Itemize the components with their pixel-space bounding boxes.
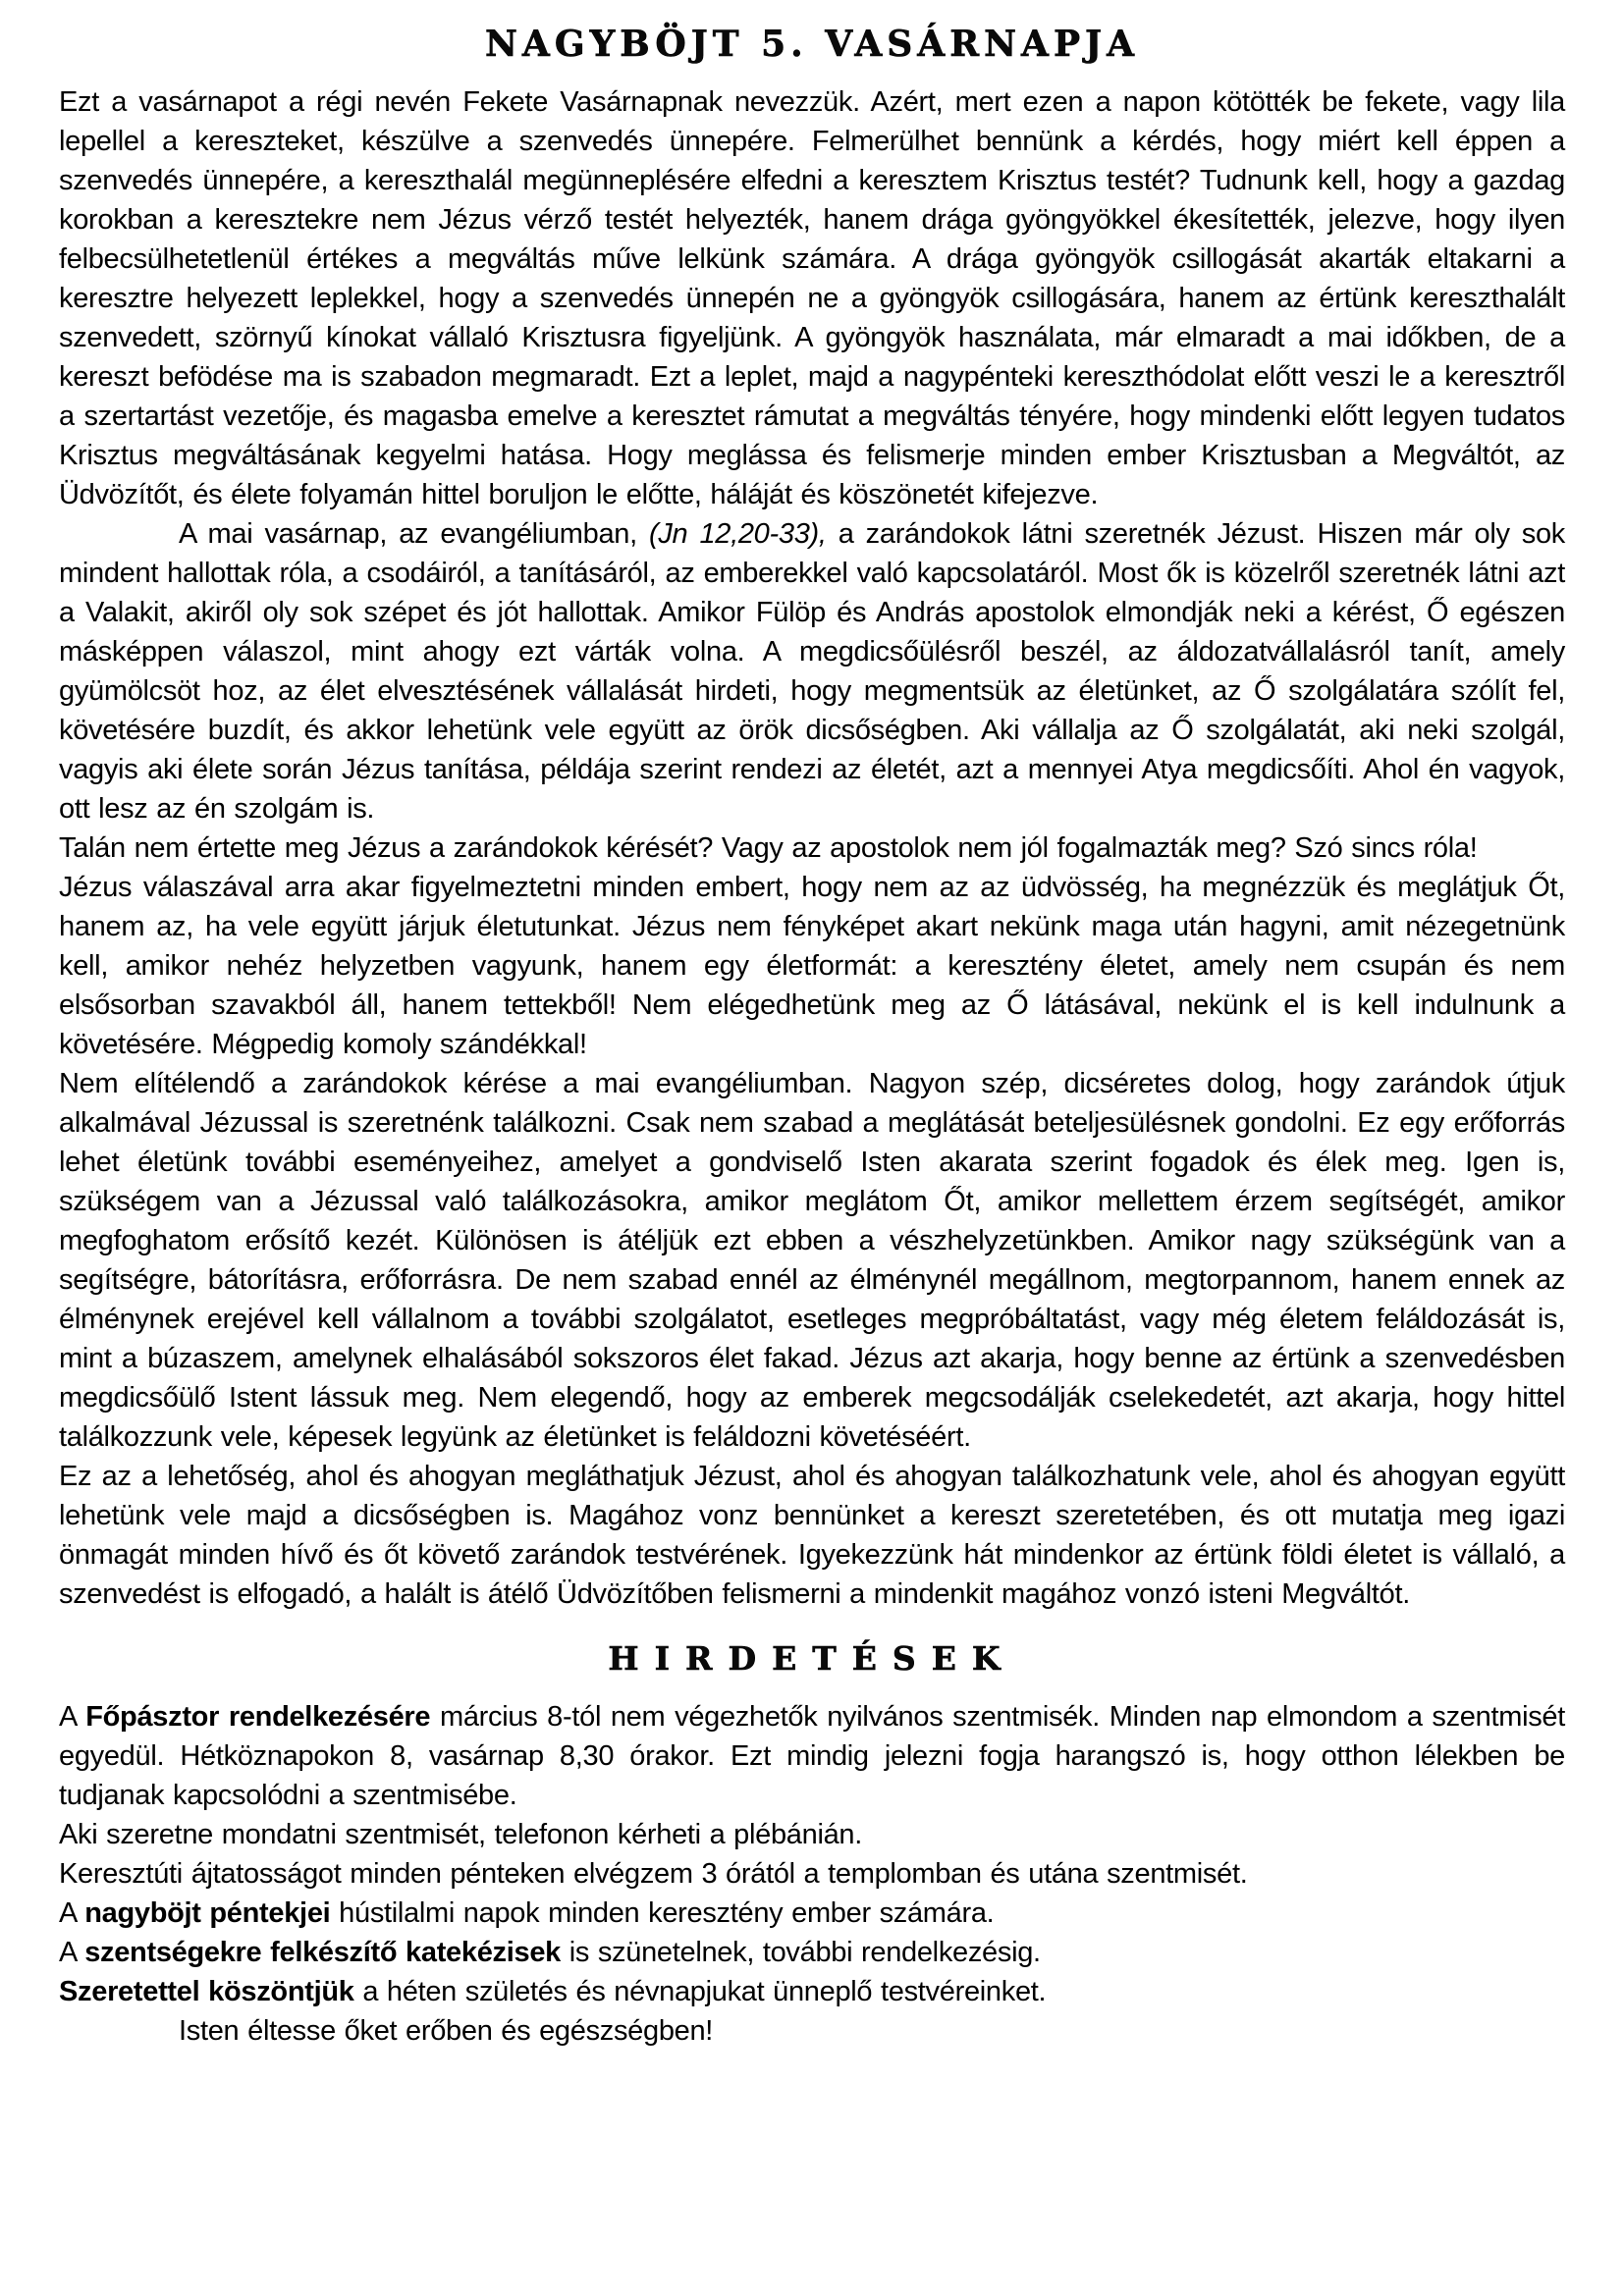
announcement-item xyxy=(59,1815,1565,1854)
sermon-paragraph xyxy=(59,1064,1565,1457)
text-run: A xyxy=(59,1897,85,1929)
sermon-paragraph xyxy=(59,868,1565,1064)
text-run: március 8-tól nem végezhetők nyilvános szentmisék. Minden nap elmondom a szentmisét egyedül. Hétköznapokon 8, vasárnap 8,30 órakor. Ezt mindig jelezni fogja harangszó is, hogy otthon lélekben be tudjanak kapcsolódni a szentmisébe. xyxy=(59,1701,1566,1811)
announcement-item xyxy=(59,1697,1565,1815)
text-run: a zarándokok látni szeretnék Jézust. Hiszen már oly sok mindent hallottak róla, a csodáiról, a tanításáról, az emberekkel való kapcsolatáról. Most ők is közelről szeretnék látni azt a Valakit, akiről oly sok szépet és jót hallottak. Amikor Fülöp és András apostolok elmondják neki a kérést, Ő egészen másképpen válaszol, mint ahogy ezt várták volna. A megdicsőülésről beszél, az áldozatvállalásról tanít, amely gyümölcsöt hoz, az élet elvesztésének vállalását hirdeti, hogy megmentsük az életünket, az Ő szolgálatára szólít fel, követésére buzdít, és akkor lehetünk vele együtt az örök dicsőségben. Aki vállalja az Ő szolgálatát, aki neki szolgál, vagyis aki élete során Jézus tanítása, példája szerint rendezi az életét, azt a mennyei Atya megdicsőíti. Ahol én vagyok, ott lesz az én szolgám is. xyxy=(59,518,1566,825)
announcement-item xyxy=(59,1894,1565,1933)
sermon-paragraph xyxy=(59,514,1565,828)
text-run: Isten éltesse őket erőben és egészségben! xyxy=(179,2015,714,2047)
sermon-section xyxy=(59,82,1565,1614)
sermon-paragraph xyxy=(59,82,1565,514)
sermon-paragraph xyxy=(59,828,1565,868)
text-run: is szünetelnek, további rendelkezésig. xyxy=(561,1937,1041,1968)
text-run: szentségekre felkészítő katekézisek xyxy=(84,1937,561,1968)
text-run: Ez az a lehetőség, ahol és ahogyan megláthatjuk Jézust, ahol és ahogyan találkozhatunk vele, ahol és ahogyan együtt lehetünk vele majd a dicsőségben is. Magához vonz bennünket a kereszt szeretetében, és ott mutatja meg igazi önmagát minden hívő és őt követő zarándok testvérének. Igyekezzünk hát mindenkor az értünk földi életet is vállaló, a szenvedést is elfogadó, a halált is átélő Üdvözítőben felismerni a mindenkit magához vonzó isteni Megváltót. xyxy=(59,1461,1565,1610)
text-run: nagyböjt péntekjei xyxy=(84,1897,331,1929)
text-run: Aki szeretne mondatni szentmisét, telefonon kérheti a plébánián. xyxy=(59,1819,863,1850)
text-run: a héten születés és névnapjukat ünneplő testvéreinket. xyxy=(353,1976,1047,2007)
text-run: Jézus válaszával arra akar figyelmeztetni minden embert, hogy nem az az üdvösség, ha megnézzük és meglátjuk Őt, hanem az, ha vele együtt járjuk életutunkat. Jézus nem fényképet akart nekünk maga után hagyni, amit nézegetnünk kell, amikor nehéz helyzetben vagyunk, hanem egy életformát: a keresztény életet, amely nem csupán és nem elsősorban szavakból áll, hanem tettekből! Nem elégedhetünk meg az Ő látásával, nekünk el is kell indulnunk a követésére. Mégpedig komoly szándékkal! xyxy=(59,872,1565,1060)
text-run: (Jn 12,20-33), xyxy=(648,518,827,550)
announcement-item xyxy=(59,1854,1565,1894)
text-run: Nem elítélendő a zarándokok kérése a mai evangéliumban. Nagyon szép, dicséretes dolog, hogy zarándok útjuk alkalmával Jézussal is szeretnénk találkozni. Csak nem szabad a meglátását beteljesülésnek gondolni. Ez egy erőforrás lehet életünk további eseményeihez, amelyet a gondviselő Isten akarata szerint fogadok és élek meg. Igen is, szükségem van a Jézussal való találkozásokra, amikor meglátom Őt, amikor mellettem érzem segítségét, amikor megfoghatom erősítő kezét. Különösen is átéljük ezt ebben a vészhelyzetünkben. Amikor nagy szükségünk van a segítségre, bátorításra, erőforrásra. De nem szabad ennél az élménynél megállnom, megtorpannom, hanem ennek az élménynek erejével kell vállalnom a további szolgálatot, esetleges megpróbáltatást, vagy még életem feláldozását is, mint a búzaszem, amelynek elhalásából sokszoros élet fakad. Jézus azt akarja, hogy benne az értünk a szenvedésben megdicsőülő Istent lássuk meg. Nem elegendő, hogy az emberek megcsodálják cselekedetét, azt akarja, hogy hittel találkozzunk vele, képesek legyünk az életünket is feláldozni követéséért. xyxy=(59,1068,1565,1453)
text-run: Keresztúti ájtatosságot minden pénteken elvégzem 3 órától a templomban és utána szentmisét. xyxy=(59,1858,1248,1890)
text-run: A xyxy=(59,1701,86,1733)
announcement-item xyxy=(59,1933,1565,1972)
announcement-item xyxy=(59,2011,1565,2051)
text-run: Szeretettel köszöntjük xyxy=(59,1976,354,2007)
announcements-section xyxy=(59,1697,1565,2051)
text-run: Főpásztor rendelkezésére xyxy=(85,1701,431,1733)
text-run: Ezt a vasárnapot a régi nevén Fekete Vasárnapnak nevezzük. Azért, mert ezen a napon kötötték be fekete, vagy lila lepellel a kereszteket, készülve a szenvedés ünnepére. Felmerülhet bennünk a kérdés, hogy miért kell éppen a szenvedés ünnepére, a kereszthalál megünneplésére elfedni a keresztem Krisztus testét? Tudnunk kell, hogy a gazdag korokban a keresztekre nem Jézus vérző testét helyezték, hanem drága gyöngyökkel ékesítették, jelezve, hogy ilyen felbecsülhetetlenül értékes a megváltás műve lelkünk számára. A drága gyöngyök csillogását akarták eltakarni a keresztre helyezett leplekkel, hogy a szenvedés ünnepén ne a gyöngyök csillogására, hanem az értünk kereszthalált szenvedett, szörnyű kínokat vállaló Krisztusra figyeljünk. A gyöngyök használata, már elmaradt a mai időkben, de a kereszt befödése ma is szabadon megmaradt. Ezt a leplet, majd a nagypénteki kereszthódolat előtt veszi le a keresztről a szertartást vezetője, és magasba emelve a keresztet rámutat a megváltás tényére, hogy mindenki előtt legyen tudatos Krisztus megváltásának kegyelmi hatása. Hogy meglássa és felismerje minden ember Krisztusban a Megváltót, az Üdvözítőt, és élete folyamán hittel boruljon le előtte, háláját és köszönetét kifejezve. xyxy=(59,86,1565,510)
page-title: NAGYBÖJT 5. VASÁRNAPJA xyxy=(485,24,1139,65)
announcement-item xyxy=(59,1972,1565,2011)
text-run: hústilalmi napok minden keresztény ember számára. xyxy=(330,1897,995,1929)
sermon-paragraph xyxy=(59,1457,1565,1614)
text-run: A mai vasárnap, az evangéliumban, xyxy=(179,518,649,550)
text-run: A xyxy=(59,1937,85,1968)
announcements-heading: HIRDETÉSEK xyxy=(608,1639,1016,1678)
text-run: Talán nem értette meg Jézus a zarándokok kérését? Vagy az apostolok nem jól fogalmazták meg? Szó sincs róla! xyxy=(59,832,1478,864)
